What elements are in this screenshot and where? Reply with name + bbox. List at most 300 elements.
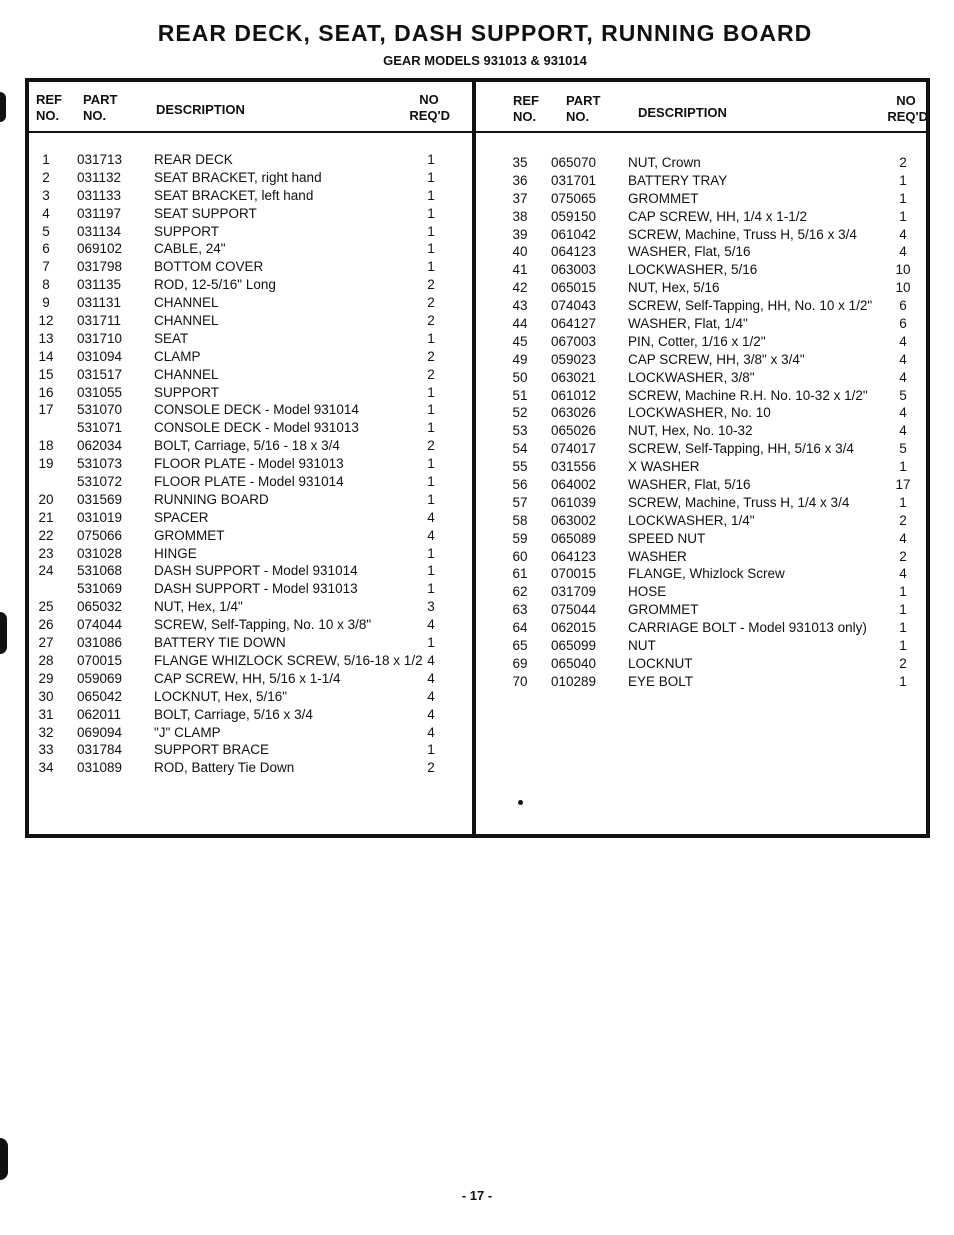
table-row — [0, 172, 954, 190]
quantity-required: 4 — [899, 333, 907, 349]
ref-number: 53 — [512, 423, 528, 439]
ref-number: 14 — [38, 348, 54, 364]
quantity-required: 1 — [899, 208, 907, 224]
ref-number: 64 — [512, 620, 528, 636]
part-description: FLOOR PLATE - Model 931014 — [154, 474, 344, 490]
part-number: 059069 — [77, 670, 123, 686]
quantity-required: 2 — [427, 366, 435, 382]
quantity-required: 1 — [427, 152, 435, 167]
ref-number: 25 — [38, 599, 54, 615]
part-number: 065070 — [551, 155, 597, 170]
part-number: 031131 — [77, 295, 122, 311]
part-description: BOLT, Carriage, 5/16 - 18 x 3/4 — [154, 438, 340, 454]
table-row — [0, 565, 954, 583]
ref-number: 29 — [38, 670, 54, 686]
table-row — [0, 548, 954, 566]
part-number: 031197 — [77, 205, 122, 221]
part-number: 531068 — [77, 563, 123, 579]
part-number: 031798 — [77, 259, 123, 275]
part-description: SEAT — [154, 330, 189, 346]
quantity-required: 3 — [427, 599, 435, 615]
part-description: GROMMET — [628, 190, 699, 206]
quantity-required: 2 — [427, 438, 435, 454]
ref-number: 69 — [512, 655, 528, 671]
ref-number: 22 — [38, 527, 54, 543]
ref-number: 27 — [38, 635, 54, 651]
quantity-required: 1 — [427, 241, 435, 257]
ref-number: 38 — [512, 208, 528, 224]
table-row — [0, 333, 954, 351]
page-number: - 17 - — [461, 1188, 493, 1203]
header-description: DESCRIPTION — [638, 105, 727, 120]
part-number: 531073 — [77, 456, 123, 472]
ref-number: 23 — [38, 545, 54, 561]
part-number: 062015 — [551, 620, 597, 636]
part-number: 031135 — [77, 277, 122, 293]
part-number: 031133 — [77, 187, 122, 203]
quantity-required: 2 — [427, 348, 435, 364]
quantity-required: 17 — [895, 477, 911, 493]
part-description: LOCKNUT — [628, 655, 693, 671]
part-number: 075066 — [77, 527, 123, 543]
part-description: CAP SCREW, HH, 5/16 x 1-1/4 — [154, 670, 341, 686]
part-description: SEAT SUPPORT — [154, 205, 257, 221]
table-row — [0, 154, 954, 172]
part-description: SEAT BRACKET, left hand — [154, 187, 314, 203]
ref-number: 44 — [512, 316, 528, 332]
ref-number: 42 — [512, 280, 528, 296]
part-description: NUT — [628, 638, 656, 654]
ref-number: 35 — [512, 155, 528, 170]
ref-number: 13 — [38, 330, 54, 346]
table-row — [0, 741, 472, 759]
part-description: CLAMP — [154, 348, 201, 364]
table-row — [0, 530, 954, 548]
part-description: CONSOLE DECK - Model 931013 — [154, 420, 359, 436]
ref-number: 39 — [512, 226, 528, 242]
table-row — [0, 655, 954, 673]
table-row — [0, 261, 954, 279]
ref-number: 2 — [42, 169, 50, 185]
part-number: 031028 — [77, 545, 123, 561]
part-description: CHANNEL — [154, 366, 219, 382]
header-ref: REF NO. — [36, 92, 62, 123]
part-description: CABLE, 24" — [154, 241, 226, 257]
part-description: HOSE — [628, 584, 667, 600]
part-number: 065032 — [77, 599, 123, 615]
part-number: 075065 — [551, 190, 597, 206]
quantity-required: 1 — [427, 491, 435, 507]
part-description: SCREW, Self-Tapping, No. 10 x 3/8" — [154, 617, 372, 633]
ref-number: 34 — [38, 760, 54, 776]
ref-number: 59 — [512, 530, 528, 546]
part-description: SCREW, Machine R.H. No. 10-32 x 1/2" — [628, 387, 868, 403]
table-row — [0, 422, 954, 440]
ref-number: 12 — [38, 313, 54, 329]
quantity-required: 5 — [899, 441, 907, 457]
ref-number: 24 — [38, 563, 54, 579]
part-description: BOTTOM COVER — [154, 259, 264, 275]
part-number: 065040 — [551, 655, 597, 671]
ref-number: 60 — [512, 548, 528, 564]
part-description: CHANNEL — [154, 313, 219, 329]
table-row — [0, 619, 954, 637]
part-number: 070015 — [77, 652, 123, 668]
quantity-required: 1 — [427, 581, 435, 597]
quantity-required: 4 — [427, 688, 435, 704]
quantity-required: 4 — [427, 724, 435, 740]
part-number: 031517 — [77, 366, 123, 382]
part-number: 074043 — [551, 298, 597, 314]
part-number: 065089 — [551, 530, 597, 546]
part-number: 031134 — [77, 223, 122, 239]
part-description: BATTERY TIE DOWN — [154, 635, 286, 651]
ref-number: 41 — [512, 262, 528, 278]
part-description: WASHER, Flat, 5/16 — [628, 244, 751, 260]
speck-mark — [518, 800, 523, 805]
quantity-required: 1 — [427, 205, 435, 221]
quantity-required: 4 — [899, 423, 907, 439]
part-description: DASH SUPPORT - Model 931014 — [154, 563, 358, 579]
part-description: SCREW, Machine, Truss H, 1/4 x 3/4 — [628, 494, 850, 510]
part-description: FLOOR PLATE - Model 931013 — [154, 456, 344, 472]
quantity-required: 5 — [899, 387, 907, 403]
part-number: 031711 — [77, 313, 122, 329]
ref-number: 37 — [512, 190, 528, 206]
part-number: 031055 — [77, 384, 123, 400]
part-description: PIN, Cotter, 1/16 x 1/2" — [628, 333, 766, 349]
table-row — [0, 458, 954, 476]
part-number: 064123 — [551, 548, 597, 564]
part-description: SUPPORT — [154, 384, 220, 400]
part-description: HINGE — [154, 545, 197, 561]
part-number: 531072 — [77, 474, 123, 490]
ref-number: 20 — [38, 491, 54, 507]
part-description: SEAT BRACKET, right hand — [154, 169, 322, 185]
quantity-required: 1 — [899, 459, 907, 475]
table-row — [0, 494, 954, 512]
quantity-required: 1 — [899, 673, 907, 689]
ref-number: 30 — [38, 688, 54, 704]
part-description: LOCKWASHER, 1/4" — [628, 512, 755, 528]
part-number: 063026 — [551, 405, 597, 421]
table-row — [0, 601, 954, 619]
table-row — [0, 673, 954, 691]
quantity-required: 1 — [427, 474, 435, 490]
part-number: 031019 — [77, 509, 123, 525]
ref-number: 19 — [38, 456, 54, 472]
part-description: WASHER — [628, 548, 687, 564]
part-number: 064127 — [551, 316, 597, 332]
ref-number: 50 — [512, 369, 528, 385]
table-row — [0, 387, 954, 405]
ref-number: 17 — [38, 402, 54, 418]
header-part: PART NO. — [83, 92, 118, 123]
part-number: 531070 — [77, 402, 123, 418]
quantity-required: 10 — [895, 280, 911, 296]
part-number: 063003 — [551, 262, 597, 278]
part-description: FLANGE WHIZLOCK SCREW, 5/16-18 x 1/2 — [154, 652, 423, 668]
ref-number: 28 — [38, 652, 54, 668]
quantity-required: 4 — [427, 670, 435, 686]
part-description: GROMMET — [154, 527, 225, 543]
ref-number: 6 — [42, 241, 50, 257]
quantity-required: 4 — [899, 530, 907, 546]
quantity-required: 4 — [427, 527, 435, 543]
part-description: SPACER — [154, 509, 209, 525]
ref-number: 33 — [38, 742, 54, 758]
quantity-required: 1 — [427, 187, 435, 203]
part-description: FLANGE, Whizlock Screw — [628, 566, 785, 582]
part-number: 061042 — [551, 226, 597, 242]
part-number: 069102 — [77, 241, 123, 257]
table-row — [0, 512, 954, 530]
part-description: BOLT, Carriage, 5/16 x 3/4 — [154, 706, 313, 722]
quantity-required: 1 — [427, 635, 435, 651]
table-row — [0, 315, 954, 333]
part-number: 074017 — [551, 441, 597, 457]
quantity-required: 6 — [899, 316, 907, 332]
quantity-required: 1 — [427, 545, 435, 561]
page-title: REAR DECK, SEAT, DASH SUPPORT, RUNNING BOARD — [157, 20, 813, 46]
quantity-required: 1 — [427, 330, 435, 346]
part-description: CARRIAGE BOLT - Model 931013 only) — [628, 620, 867, 636]
part-number: 063021 — [551, 369, 597, 385]
part-description: WASHER, Flat, 5/16 — [628, 477, 751, 493]
quantity-required: 1 — [899, 172, 907, 188]
ref-number: 40 — [512, 244, 528, 260]
part-description: CONSOLE DECK - Model 931014 — [154, 402, 359, 418]
part-description: CAP SCREW, HH, 1/4 x 1-1/2 — [628, 208, 808, 224]
part-description: SUPPORT BRACE — [154, 742, 270, 758]
part-description: BATTERY TRAY — [628, 172, 728, 188]
part-description: REAR DECK — [154, 152, 233, 167]
part-number: 010289 — [551, 673, 597, 689]
ref-number: 8 — [42, 277, 50, 293]
part-description: LOCKWASHER, 5/16 — [628, 262, 758, 278]
header-qty: NO REQ'D — [409, 92, 450, 123]
part-number: 065015 — [551, 280, 597, 296]
ref-number: 70 — [512, 673, 528, 689]
part-number: 031132 — [77, 169, 122, 185]
part-number: 064123 — [551, 244, 597, 260]
ref-number: 58 — [512, 512, 528, 528]
quantity-required: 4 — [899, 566, 907, 582]
part-number: 031569 — [77, 491, 123, 507]
quantity-required: 1 — [427, 402, 435, 418]
quantity-required: 4 — [899, 226, 907, 242]
ref-number: 31 — [38, 706, 54, 722]
part-number: 031089 — [77, 760, 123, 776]
ref-number: 36 — [512, 172, 528, 188]
quantity-required: 4 — [899, 351, 907, 367]
quantity-required: 1 — [427, 169, 435, 185]
left-header-rule — [29, 131, 472, 133]
part-number: 031086 — [77, 635, 123, 651]
ref-number: 45 — [512, 333, 528, 349]
right-parts-list — [0, 154, 954, 691]
ref-number: 56 — [512, 477, 528, 493]
quantity-required: 2 — [899, 655, 907, 671]
quantity-required: 4 — [427, 652, 435, 668]
header-description: DESCRIPTION — [156, 102, 245, 117]
part-description: WASHER, Flat, 1/4" — [628, 316, 748, 332]
ref-number: 21 — [38, 509, 54, 525]
part-description: SCREW, Self-Tapping, HH, No. 10 x 1/2" — [628, 298, 873, 314]
header-ref: REF NO. — [513, 93, 539, 124]
quantity-required: 2 — [899, 548, 907, 564]
part-description: GROMMET — [628, 602, 699, 618]
quantity-required: 1 — [427, 742, 435, 758]
quantity-required: 1 — [427, 384, 435, 400]
ref-number: 9 — [42, 295, 50, 311]
ref-number: 18 — [38, 438, 54, 454]
part-description: SCREW, Machine, Truss H, 5/16 x 3/4 — [628, 226, 857, 242]
part-number: 031701 — [551, 172, 597, 188]
quantity-required: 1 — [899, 620, 907, 636]
quantity-required: 4 — [899, 405, 907, 421]
quantity-required: 2 — [427, 295, 435, 311]
part-description: RUNNING BOARD — [154, 491, 269, 507]
table-row — [0, 440, 954, 458]
ref-number: 62 — [512, 584, 528, 600]
ref-number: 15 — [38, 366, 54, 382]
part-number: 531069 — [77, 581, 123, 597]
binding-mark — [0, 1138, 8, 1180]
quantity-required: 1 — [427, 563, 435, 579]
ref-number: 3 — [42, 187, 50, 203]
part-number: 061039 — [551, 494, 597, 510]
table-row — [0, 706, 472, 724]
part-description: CAP SCREW, HH, 3/8" x 3/4" — [628, 351, 805, 367]
part-description: NUT, Hex, No. 10-32 — [628, 423, 753, 439]
quantity-required: 1 — [899, 602, 907, 618]
quantity-required: 2 — [427, 277, 435, 293]
part-description: ROD, 12-5/16" Long — [154, 277, 276, 293]
part-description: NUT, Crown — [628, 155, 701, 170]
ref-number: 55 — [512, 459, 528, 475]
ref-number: 43 — [512, 298, 528, 314]
table-row — [0, 583, 954, 601]
ref-number: 4 — [42, 205, 50, 221]
part-number: 031713 — [77, 152, 123, 167]
ref-number: 54 — [512, 441, 528, 457]
part-description: NUT, Hex, 1/4" — [154, 599, 243, 615]
part-number: 065042 — [77, 688, 123, 704]
quantity-required: 1 — [899, 494, 907, 510]
quantity-required: 1 — [427, 420, 435, 436]
part-description: SPEED NUT — [628, 530, 706, 546]
part-number: 067003 — [551, 333, 597, 349]
part-description: CHANNEL — [154, 295, 219, 311]
part-number: 031094 — [77, 348, 123, 364]
ref-number: 65 — [512, 638, 528, 654]
ref-number: 26 — [38, 617, 54, 633]
quantity-required: 2 — [899, 512, 907, 528]
table-row — [0, 226, 954, 244]
ref-number: 61 — [512, 566, 528, 582]
ref-number: 1 — [42, 152, 50, 167]
part-number: 065026 — [551, 423, 597, 439]
part-description: SUPPORT — [154, 223, 220, 239]
part-number: 062011 — [77, 706, 122, 722]
right-header-rule — [476, 131, 926, 133]
quantity-required: 1 — [427, 223, 435, 239]
part-description: X WASHER — [628, 459, 700, 475]
quantity-required: 4 — [899, 369, 907, 385]
quantity-required: 4 — [899, 244, 907, 260]
part-number: 075044 — [551, 602, 597, 618]
part-description: EYE BOLT — [628, 673, 694, 689]
quantity-required: 4 — [427, 617, 435, 633]
table-row — [0, 297, 954, 315]
ref-number: 63 — [512, 602, 528, 618]
part-number: 069094 — [77, 724, 123, 740]
table-row — [0, 637, 954, 655]
part-number: 070015 — [551, 566, 597, 582]
part-number: 064002 — [551, 477, 597, 493]
part-description: "J" CLAMP — [154, 724, 221, 740]
part-description: LOCKWASHER, 3/8" — [628, 369, 755, 385]
quantity-required: 2 — [899, 155, 907, 170]
part-number: 031710 — [77, 330, 123, 346]
table-row — [0, 724, 472, 742]
part-description: NUT, Hex, 5/16 — [628, 280, 720, 296]
part-number: 074044 — [77, 617, 123, 633]
part-description: LOCKNUT, Hex, 5/16" — [154, 688, 288, 704]
quantity-required: 10 — [895, 262, 911, 278]
part-number: 063002 — [551, 512, 597, 528]
quantity-required: 2 — [427, 760, 435, 776]
table-row — [0, 351, 954, 369]
part-number: 531071 — [77, 420, 123, 436]
part-number: 031556 — [551, 459, 597, 475]
quantity-required: 1 — [427, 456, 435, 472]
quantity-required: 4 — [427, 706, 435, 722]
part-number: 061012 — [551, 387, 597, 403]
part-description: DASH SUPPORT - Model 931013 — [154, 581, 358, 597]
table-row — [0, 404, 954, 422]
table-row — [0, 190, 954, 208]
binding-mark — [0, 92, 6, 122]
part-description: SCREW, Self-Tapping, HH, 5/16 x 3/4 — [628, 441, 854, 457]
ref-number: 57 — [512, 494, 528, 510]
table-row — [0, 476, 954, 494]
part-description: LOCKWASHER, No. 10 — [628, 405, 771, 421]
quantity-required: 1 — [427, 259, 435, 275]
ref-number: 51 — [512, 387, 528, 403]
part-number: 065099 — [551, 638, 597, 654]
part-number: 031709 — [551, 584, 597, 600]
table-row — [0, 759, 472, 777]
quantity-required: 6 — [899, 298, 907, 314]
binding-mark — [0, 612, 7, 654]
header-part: PART NO. — [566, 93, 601, 124]
ref-number: 16 — [38, 384, 54, 400]
quantity-required: 1 — [899, 638, 907, 654]
part-number: 062034 — [77, 438, 123, 454]
part-number: 059023 — [551, 351, 597, 367]
quantity-required: 2 — [427, 313, 435, 329]
header-qty: NO REQ'D — [887, 93, 928, 124]
ref-number: 32 — [38, 724, 54, 740]
ref-number: 7 — [42, 259, 50, 275]
part-number: 031784 — [77, 742, 123, 758]
table-row — [0, 369, 954, 387]
table-row — [0, 243, 954, 261]
part-number: 059150 — [551, 208, 597, 224]
ref-number: 5 — [42, 223, 50, 239]
